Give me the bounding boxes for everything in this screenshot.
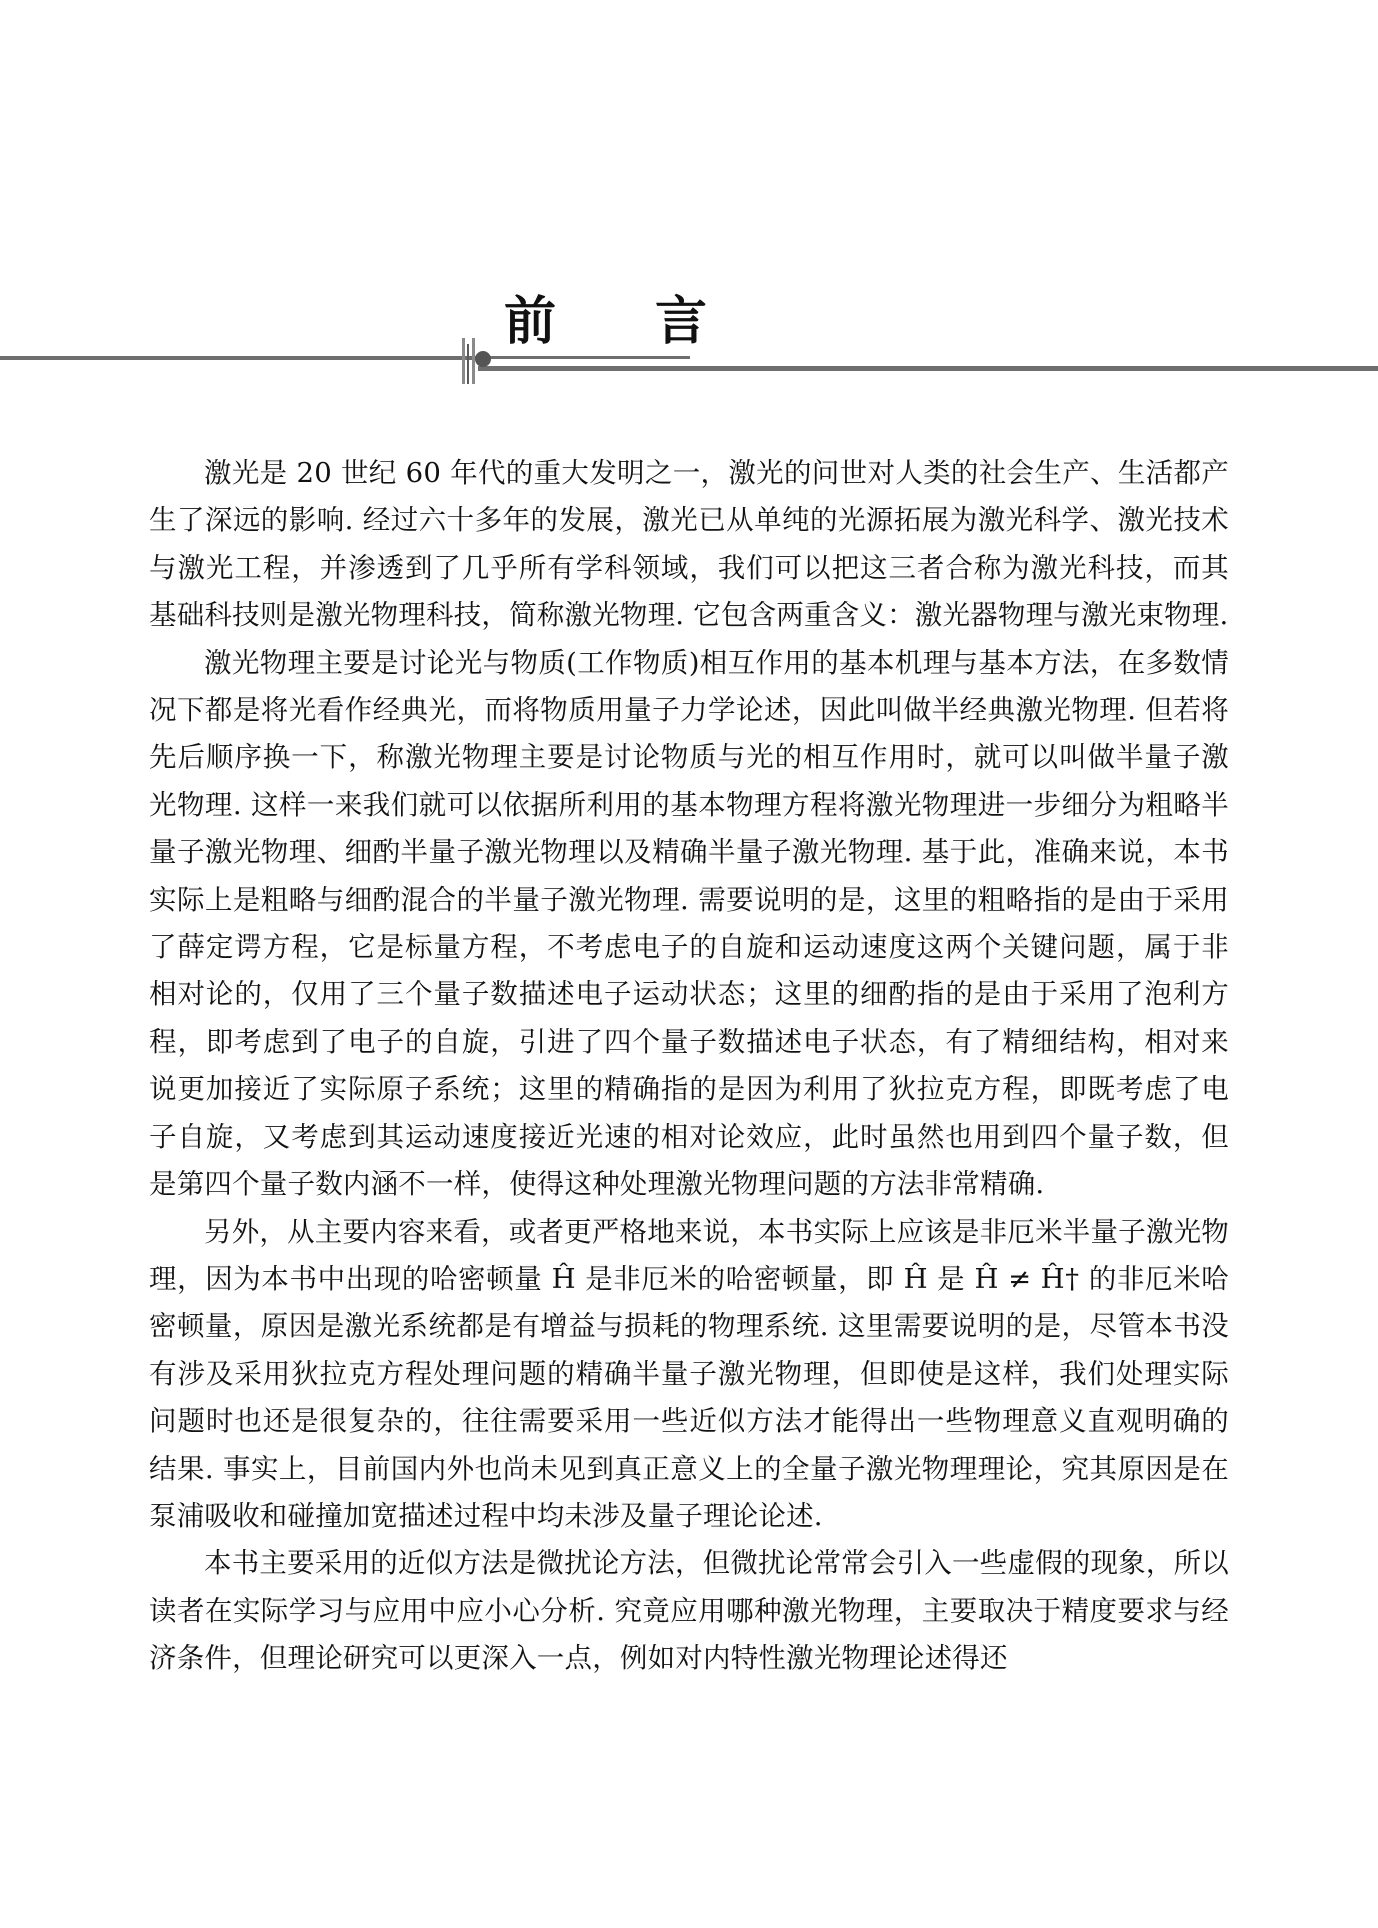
title-rule-left (0, 356, 478, 360)
paragraph: 本书主要采用的近似方法是微扰论方法，但微扰论常常会引入一些虚假的现象，所以读者在实际学习与应用中应小心分析. 究竟应用哪种激光物理，主要取决于精度要求与经济条件，但理论研究可以更深入一点，例如对内特性激光物理论述得还 (149, 1547, 1229, 1675)
ornament-tick (467, 344, 469, 384)
paragraph: 另外，从主要内容来看，或者更严格地来说，本书实际上应该是非厄米半量子激光物理，因为本书中出现的哈密顿量 Ĥ 是非厄米的哈密顿量，即 Ĥ 是 Ĥ ≠ Ĥ† 的非厄米哈密顿量，原因是激光系统都是有增益与损耗的物理系统. 这里需要说明的是，尽管本书没有涉及采用狄拉克方程处理问题的精确半量子激光物理，但即使是这样，我们处理实际问题时也还是很复杂的，往往需要采用一些近似方法才能得出一些物理意义直观明确的结果. 事实上，目前国内外也尚未见到真正意义上的全量子激光物理理论，究其原因是在泵浦吸收和碰撞加宽描述过程中均未涉及量子理论论述. (149, 1215, 1229, 1532)
paragraph: 激光是 20 世纪 60 年代的重大发明之一，激光的问世对人类的社会生产、生活都产生了深远的影响. 经过六十多年的发展，激光已从单纯的光源拓展为激光科学、激光技术与激光工程，并渗透到了几乎所有学科领域，我们可以把这三者合称为激光科技，而其基础科技则是激光物理科技，简称激光物理. 它包含两重含义：激光器物理与激光束物理. (149, 457, 1229, 632)
preface-body (149, 450, 1229, 1683)
title-rule-right (478, 366, 1378, 371)
ornament-tick (462, 338, 465, 384)
title-char-1: 前 (504, 292, 557, 352)
ornament-dot (475, 351, 491, 367)
title-rule-underline (478, 356, 690, 359)
paragraph: 激光物理主要是讨论光与物质(工作物质)相互作用的基本机理与基本方法，在多数情况下都是将光看作经典光，而将物质用量子力学论述，因此叫做半经典激光物理. 但若将先后顺序换一下，称激光物理主要是讨论物质与光的相互作用时，就可以叫做半量子激光物理. 这样一来我们就可以依据所利用的基本物理方程将激光物理进一步细分为粗略半量子激光物理、细酌半量子激光物理以及精确半量子激光物理. 基于此，准确来说，本书实际上是粗略与细酌混合的半量子激光物理. 需要说明的是，这里的粗略指的是由于采用了薛定谔方程，它是标量方程，不考虑电子的自旋和运动速度这两个关键问题，属于非相对论的，仅用了三个量子数描述电子运动状态；这里的细酌指的是由于采用了泡利方程，即考虑到了电子的自旋，引进了四个量子数描述电子状态，有了精细结构，相对来说更加接近了实际原子系统；这里的精确指的是因为利用了狄拉克方程，即既考虑了电子自旋，又考虑到其运动速度接近光速的相对论效应，此时虽然也用到四个量子数，但是第四个量子数内涵不一样，使得这种处理激光物理问题的方法非常精确. (149, 646, 1229, 1201)
title-char-2: 言 (655, 292, 708, 352)
title-ornament (0, 0, 1378, 420)
